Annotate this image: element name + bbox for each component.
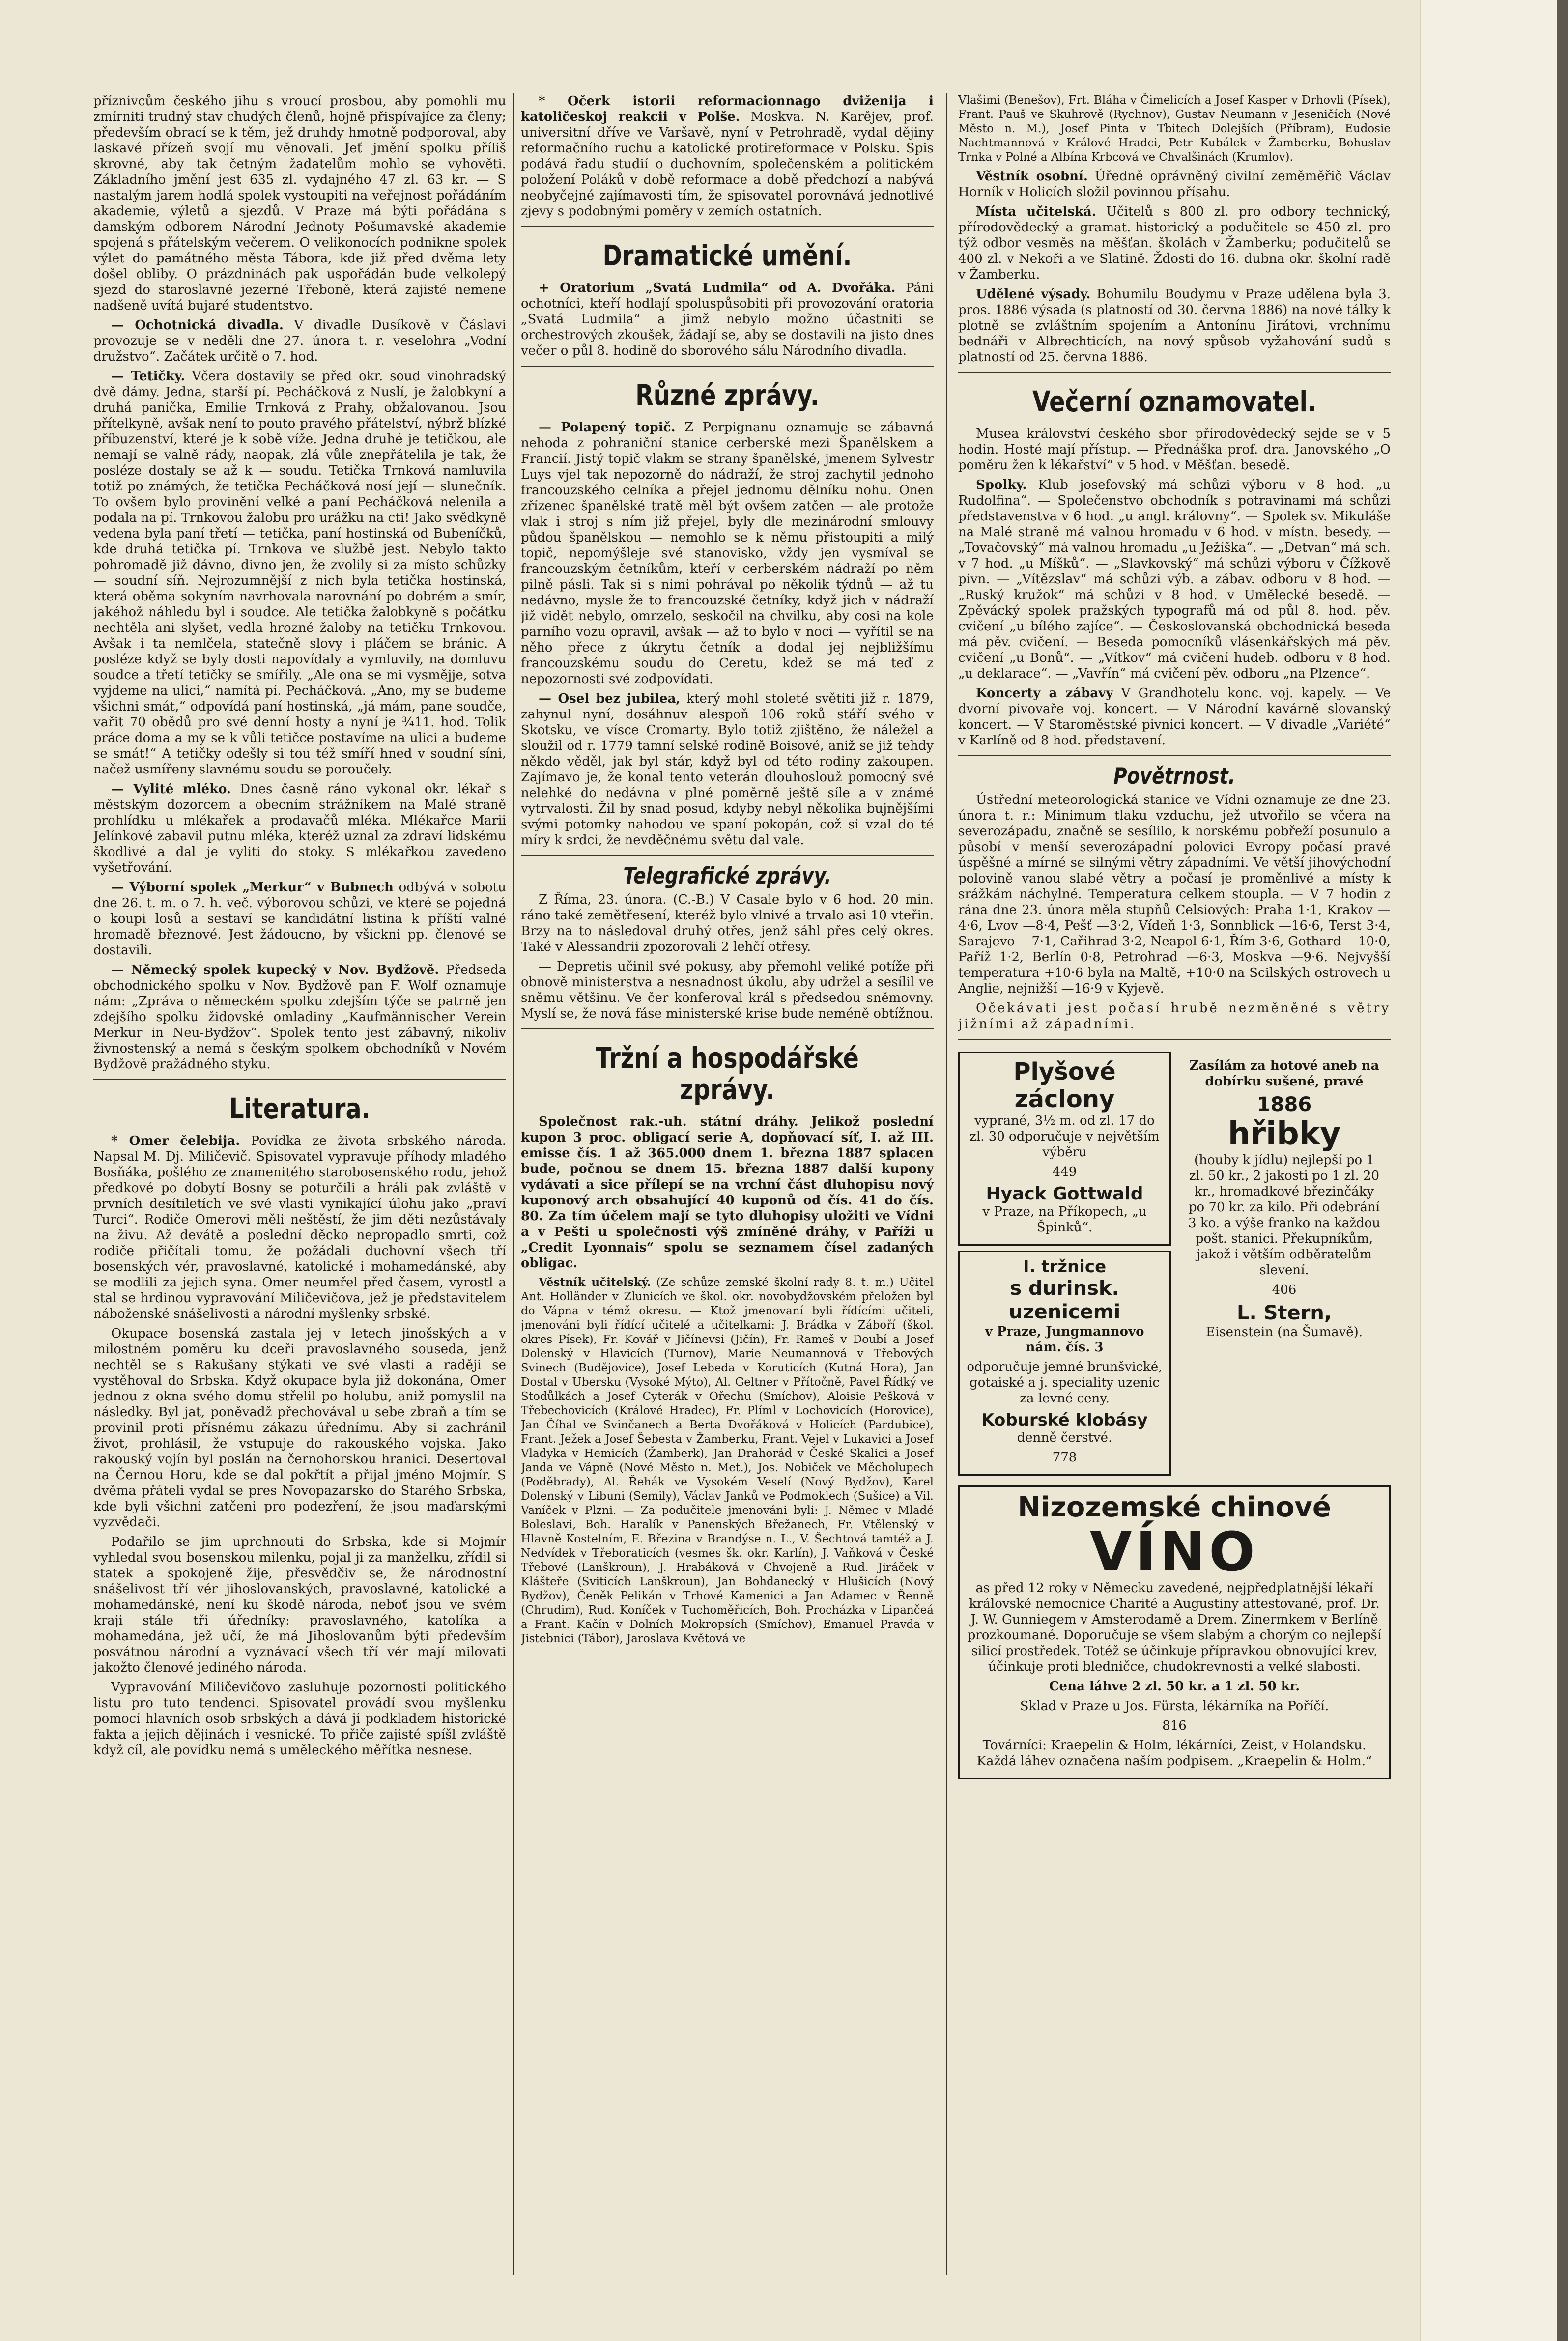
article-paragraph (93, 317, 506, 365)
article-text: V divadle Dusíkově v Čáslavi provozuje se v neděli dne 27. února t. r. veselohra „Vodní družstvo“. Začátek určitě o 7. hod. (93, 318, 506, 364)
ad-text: Továrníci: Kraepelin & Holm, lékárníci, Zeist, v Holandsku. Každá láhev označena naším podpisem. „Kraepelin & Holm.“ (976, 1738, 1372, 1769)
article-heading: * Očerk istorii reformacionnago dviženija i katoličeskoj reakcii v Polše. (521, 94, 934, 124)
section-title-dramaticke-umeni: Dramatické umění. (602, 239, 852, 272)
article-heading: Věstník osobní. (976, 169, 1088, 184)
article-paragraph: Okupace bosenská zastala jej v letech jinošských a v milostném poměru ku dceři pravoslavného souseda, jenž nechtěl se s Rakušany stýkati ve své vlasti a raději se vystěhoval do Srbska. Když okupace byla již dokonána, Omer jednou z okna svého domu střelil po holubu, aniž pomyslil na následky. Byl jat, poněvadž přechovával u sebe zbraň a tím se provinil proti přísnému zákazu úřednímu. Aby si zachránil život, prohlásil, že vstupuje do rakouského vojska. Jako rakouský vojín byl poslán na černohorskou hranici. Desertoval na Černou Horu, kde se dal pokřtít a přijal jméno Mojmír. S dvěma přáteli vydal se pres Novopazarsko do Starého Srbska, kde byli všichni zatčeni pro podezření, že jsou maďarskými vyzvědači. (93, 1326, 506, 1530)
ad-title: Plyšové záclony (1013, 1058, 1116, 1113)
article-text: Bohumilu Boudymu v Praze udělena byla 3. pros. 1886 výsada (s platností od 30. června 1886) na nové tálky k plotně se zvláštním spojením a Antonínu Jirátovi, vrchnímu bednáři v Albrechticích, na nový spůsob vyžahování sudů s platností od 25. června 1886. (958, 287, 1391, 365)
article-heading: Udělené výsady. (976, 287, 1091, 302)
ad-advertiser: Hyack Gottwald (986, 1184, 1143, 1204)
divider (958, 755, 1391, 756)
ad-address: v Praze, Jungmannovo nám. čís. 3 (985, 1324, 1144, 1355)
article-paragraph: Podařilo se jim uprchnouti do Srbska, kde si Mojmír vyhledal svou bosenskou milenku, pojal ji za manželku, zřídil si statek a spokojeně žije, přesvědčiv se, že národnostní snášelivost tří vér jihoslovanských, pravoslavné, katolické a mohamedánské, není ku škodě národa, neboť jsou ve svém kraji stále tři úředníky: pravoslavného, katolíka a mohamedána, jež učí, že má Jihoslovanům býti především posvátnou národní a vyznávací všech tří vér mají milovati jakožto členové jediného národa. (93, 1535, 506, 1675)
article-paragraph: Z Říma, 23. února. (C.-B.) V Casale bylo v 6 hod. 20 min. ráno také zemětřesení, kteréž bylo vlnivé a trvalo asi 10 vteřin. Brzy na to následoval druhý otřes, jenž sáhl přes celý okres. Také v Alessandrii zpozorovali 2 lehčí otřesy. (521, 892, 934, 954)
divider (521, 855, 934, 856)
article-paragraph (521, 93, 934, 219)
article-heading: — Osel bez jubilea, (539, 691, 681, 706)
article-heading: Věstník učitelský. (539, 1276, 651, 1289)
article-paragraph (958, 477, 1391, 682)
divider (521, 226, 934, 227)
article-heading: Společnost rak.-uh. státní dráhy. (539, 1114, 798, 1129)
divider (521, 366, 934, 367)
ad-text: denně čerstvé. (1017, 1430, 1112, 1445)
article-text: Páni ochotníci, kteří hodlají spoluspůsobiti při provozování oratoria „Svatá Ludmila“ a jimž nebylo možno účastniti se orchestrových zkoušek, žádají se, aby se dostavili na jisto dnes večer o půl 8. hodině do sborového sálu Národního divadla. (521, 281, 934, 358)
article-text: Klub josefovský má schůzi výboru v 8 hod. „u Rudolfina“. — Společenstvo obchodník s potravinami má schůzi představenstva v 6 hod. „u angl. královny“. — Spolek sv. Mikuláše na Malé straně má valnou hromadu v 6 hod. v místn. besedy. — „Tovačovský“ má valnou hromadu „u Ježíška“. — „Detvan“ má sch. v 7 hod. „u Míšků“. — „Slavkovský“ má schůzi výboru v Čížkově pivn. — „Vítězslav“ má schůzi výb. a zábav. odboru v 8 hod. — „Ruský kružok“ má schůzi v 8 hod. v Umělecké besedě. — Zpěvácký spolek pražských typografů má od půl 8. hod. pěv. cvičení „u bílého zajíce“. — Českoslovanská obchodnická beseda má pěv. cvičení. — Beseda pomocníků vlásenkářských má pěv. cvičení „u Bonů“. — „Vítkov“ má cvičení hudeb. odboru v 8 hod. „u deklarace“. — „Vavřín“ má cvičení pěv. odboru „na Plzence“. (958, 478, 1391, 681)
ad-column-left (958, 1047, 1171, 1481)
column-3 (958, 93, 1391, 2285)
article-heading: Spolky. (976, 478, 1027, 492)
ad-number: 816 (1162, 1718, 1187, 1733)
column-1 (93, 93, 506, 2285)
ad-advertiser: L. Stern, (1236, 1302, 1332, 1324)
page-margin (1420, 0, 1568, 2341)
article-paragraph (958, 204, 1391, 283)
column-2 (521, 93, 934, 2285)
article-paragraph: příznivcům českého jihu s vroucí prosbou, aby pomohli mu zmírniti trudný stav chudých členů, hojně přispívajíce za členy; především obrací se k těm, jež druhdy hmotně podporoval, aby laskavé přízeň svojí mu věnovali. Jeť jmění spolku příliš skrovné, aby tak četným žadatelům mohlo se vyhověti. Základního jmění jest 635 zl. vydajného 47 zl. 63 kr. — S nastalým jarem hodlá spolek vystoupiti na veřejnost pořádáním akademie, výletů a sjezdů. V Praze má býti pořádána s damským odborem Národní Jednoty Pošumavské akademie spojená s přátelským večerem. O velikonocích podnikne spolek výlet do památného města Tábora, kde již před dvěma lety došel obliby. O prázdninách pak uspořádán bude velkolepý sjezd do staroslavné jezerné Třeboně, která zajisté nemene nadšeně uvítá bujaré studentstvo. (93, 94, 506, 313)
divider (521, 1028, 934, 1029)
ad-big-word: VÍNO (1090, 1520, 1259, 1583)
ad-hribky (1178, 1052, 1391, 1350)
article-heading: Místa učitelská. (976, 204, 1096, 219)
article-text: V Grandhotelu konc. voj. kapely. — Ve dvorní pivovaře voj. koncert. — V Národní kavárně slovanský koncert. — V Staroměstské pivnici koncert. — V divadle „Variété“ v Karlíně od 8 hod. představení. (958, 686, 1391, 748)
ad-text: vyprané, 3½ m. od zl. 17 do zl. 30 odporučuje v největším výběru (969, 1113, 1160, 1160)
article-paragraph (958, 685, 1391, 748)
ad-title: hřibky (1227, 1116, 1341, 1152)
article-paragraph (93, 369, 506, 777)
column-rule (946, 93, 947, 2275)
article-paragraph (93, 1133, 506, 1322)
scan-edge (1557, 0, 1568, 2341)
article-heading: — Ochotnická divadla. (111, 318, 284, 333)
article-text: odbývá v sobotu dne 26. t. m. o 7. h. več. výborovou schůzi, ve které se pojedná o koupi losů a sestaví se kandidátní listina k příští valné hromadě březnové. Jest žádoucno, by všickni pp. členové se dostavili. (93, 880, 506, 958)
ad-uzenice (958, 1251, 1171, 1476)
article-heading: — Polapený topič. (539, 420, 676, 435)
ad-text: as před 12 roky v Německu zavedené, nejpředplatnější lékaří královské nemocnice Charité a Augustiny attestované, prof. Dr. J. W. Gunniegem v Amsterodamě a Drem. Zinermkem v Berlíně prozkoumané. Doporučuje se všem slabým a chorým co nejlepší silicí prostředek. Totéž se účinkuje přípravkou obnovující krev, účinkuje proti bledničce, chudokrevnosti a velké slabosti. (967, 1581, 1382, 1674)
article-paragraph: Ústřední meteorologická stanice ve Vídni oznamuje ze dne 23. února t. r.: Minimum tlaku vzduchu, jež utvořilo se včera na severozápadu, značně se sesílilo, k norskému pobřeží posunulo a působí v menší severozápadní polovici Evropy počasí pravé úspěšné a mírné se silnými větry západními. Ve větší jihovýchodní polovině vanou slabé větry a počasí je proměnlivé a místy k srážkám náchylné. Temperatura celkem stoupla. — V 7 hodin z rána dne 23. února měla stupňů Celsiových: Praha 1·1, Krakov —4·6, Lvov —8·4, Pešť —3·2, Vídeň 1·3, Sonnblick —16·6, Terst 3·4, Sarajevo —7·1, Cařihrad 3·2, Neapol 6·1, Řím 3·6, Gothard —10·0, Paříž 1·2, Berlín 0·8, Petrohrad —6·3, Moskva —9·6. Nejvyšší temperatura +10·6 byla na Maltě, +10·0 na Scilských ostrovech u Anglie, nejnižší —16·9 v Kyjevě. (958, 793, 1391, 996)
article-paragraph (93, 962, 506, 1072)
ad-text: odporučuje jemné brunšvické, gotaiské a j. speciality uzenic za levné ceny. (967, 1360, 1163, 1406)
section-title-ruzne-zpravy: Různé zprávy. (635, 378, 819, 412)
article-text: Moskva. N. Karějev, prof. universitní dříve ve Varšavě, nyní v Petrohradě, vydal dějiny reformačního ruchu a katolické protireformace v Polsku. Spis podává řadu studií o duchovním, společenském a politickém položení Poláků v době reformace a době předchozí a nabývá neobyčejné zajímavosti tím, že spisovatel porovnává jednotlivé zjevy s podobnými poměry v zemích ostatních. (521, 110, 934, 219)
ad-number: 778 (1052, 1450, 1077, 1465)
ad-year: 1886 (1256, 1093, 1312, 1116)
column-rule (513, 93, 514, 2275)
article-text: Z Perpignanu oznamuje se zábavná nehoda z pohraniční stanice cerberské mezi Španělskem a Francií. Jistý topič vlakm se strany španělské, jmenem Sylvestr Luys vjel tak nepozorně do nádraží, že stroj zachytil jednoho francouzského celníka a přejel jednomu dělníku nohu. Onen zřízenec španělské tratě měl být ovšem zatčen — ale protože vlak i stroj s ním již přejel, byly dle mezinárodní smlouvy půdou španělskou — nemohlo se k němu přistoupiti a milý topič, nepomýšleje své stanovisko, vždy jen vysmíval se francouzským četníkům, kteří v cerberském nádraží po něm pilně pásli. Tak si s nimi pohrával po několik týdnů — až tu nedávno, mysle že to francouzské četníky, když jich v nádraží již vidět nebylo, omrzelo, seskočil na chvilku, aby cosi na kole parního vozu opravil, avšak — až to bylo v noci — vyřítil se na něho přece z úkrytu četník a dodal jej nejbližšímu francouzskému soudu do Ceretu, kdež se má teď z nepozornosti své zodpovídati. (521, 420, 934, 686)
article-text: Jelikož poslední kupon 3 proc. obligací serie A, dopňovací síť, I. až III. emisse čís. 1 až 365.000 dnem 1. března 1887 splacen bude, počnou se dnem 15. března 1887 další kupony vydávati a sice přílepí se na vrchní část dluhopisu nový kuponový arch obsahující 40 kuponů od čís. 41 do čís. 80. Za tím účelem mají se tyto dluhopisy uložiti ve Vídni a v Pešti u společnosti výš zmíněné dráhy, v Paříži u „Credit Lyonnais“ spolu se seznamem čísel zadaných obligac. (521, 1114, 934, 1271)
ad-address: Sklad v Praze u Jos. Fürsta, lékárníka na Poříčí. (1020, 1699, 1329, 1713)
article-heading: — Německý spolek kupecký v Nov. Bydžově. (111, 963, 439, 977)
article-heading: — Výborní spolek „Merkur“ v Bubnech (111, 880, 394, 895)
article-text: Předseda obchodnického spolku v Nov. Bydžově pan F. Wolf oznamuje nám: „Zpráva o německém spolku zdejším týče se patrně jen zdejšího spolku židovské omladiny „Kaufmännischer Verein Merkur in Neu-Bydžov“. Spolek tento jest zábavný, nikoliv živnostenský a nemá s českým spolkem obchodníků v Novém Bydžově pražádného styku. (93, 963, 506, 1072)
article-paragraph (93, 880, 506, 958)
ad-text: (houby k jídlu) nejlepší po 1 zl. 50 kr., 2 jakosti po 1 zl. 20 kr., hromadkové březinčáky po 70 kr. za kilo. Při odebrání 3 ko. a výše franko na každou pošt. stanici. Překupníkům, jakož i větším odběratelům slevení. (1188, 1153, 1380, 1278)
article-paragraph (521, 691, 934, 848)
article-paragraph (521, 280, 934, 359)
ad-title: Nizozemské chinové (1018, 1491, 1331, 1523)
ad-plysove-zaclony (958, 1052, 1171, 1246)
article-paragraph: Musea království českého sbor přírodovědecký sejde se v 5 hodin. Hosté mají přístup. — Přednáška prof. dra. Janovského „O poměru žen k lékařství“ v 5 hod. v Měšťan. besedě. (958, 427, 1391, 473)
article-paragraph: Vlašimi (Benešov), Frt. Bláha v Čimelicích a Josef Kasper v Drhovli (Písek), Frant. Pauš ve Skuhrově (Rychnov), Gustav Neumann v Jeseničích (Nové Město n. M.), Josef Pinta v Tbitech Dolejších (Příbram), Eudosie Nachtmannová v Králové Hradci, Petr Kubálek v Žamberku, Bohuslav Trnka v Polné a Albína Krbcová ve Chvalšinách (Krumlov). (958, 94, 1391, 164)
article-heading: Koncerty a zábavy (976, 686, 1113, 701)
ad-title: s durinsk. uzenicemi (1008, 1277, 1121, 1323)
ad-address: Eisenstein (na Šumavě). (1205, 1325, 1363, 1340)
article-heading: — Tetičky. (111, 369, 185, 384)
section-title-trzni-zpravy: Tržní a hospodářské zprávy. (596, 1041, 859, 1106)
ad-chinove-vino (958, 1485, 1391, 1779)
section-title-telegraficke-zpravy: Telegrafické zprávy. (623, 862, 831, 889)
article-paragraph: Vypravování Miličevičovo zasluhuje pozornosti politického listu pro tuto tendenci. Spisovatel provádí svou myšlenku pomocí hlavních osob srbských a dává jí podkladem historické fakta a jejich dějinách i vesnické. To přiče zajisté spíšl zvláště když cíl, ale povídku nemá s uměleckého měřítka nesnese. (93, 1680, 506, 1758)
divider (93, 1079, 506, 1080)
article-text: Úředně oprávněný civilní zeměměřič Václav Horník v Holicích složil povinnou přísahu. (958, 169, 1391, 200)
article-text: Povídka ze života srbského národa. Napsal M. Dj. Miličevič. Spisovatel vypravuje příhody mladého Bosňáka, pošlého ze znamenitého starobosenského rodu, jehož předkové po dobytí Bosny se poturčili a hráli pak zvláště v prvních desítiletích ve své vlasti vynikající úlohu jako „praví Turci“. Rodiče Omerovi měli neštěstí, že jim děti nezůstávaly na živu. Až devátě a poslední děcko nepropadlo smrti, což rodiče přičítali tomu, že požádali duchovní všech tří bosenských vér, pravoslavné, katolické i mohamedánské, aby se modlili za jejich syna. Omer neumřel před časem, vyrostl a stal se hrdinou vypravování Miličevičova, jež je představitelem náboženské snášelivosti a národní myšlenky srbské. (93, 1134, 506, 1321)
article-text: (Ze schůze zemské školní rady 8. t. m.) Učitel Ant. Holländer v Zlunicích ve škol. okr. novobydžovském přeložen byl do Vápna v témž okresu. — Ktož jmenovaní byli řídícími učiteli, jmenováni byli řídící učitelé a učitelkami: J. Brádka v Záboří (škol. okres Písek), Fr. Kovář v Jičínevsi (Jičín), Fr. Rameš v Doubí a Josef Dolenský v Hlavicích (Turnov), Marie Neumannová v Třebových Svinech (Budějovice), Josef Lebeda v Koruticích (Kutná Hora), Jan Dostal v Ubersku (Vysoké Mýto), Al. Geltner v Přítočně, Pavel Řídký ve Stodůlkách a Josef Cyterák v Ořechu (Smíchov), Aloisie Pešková v Třebechovicích (Králové Hradec), Fr. Plíml v Lochovicích (Horovice), Jan Číhal ve Svinčanech a Berta Dvořáková v Holicích (Pardubice), Frant. Ježek a Josef Šebesta v Žamberku, Frant. Vejel v Lukavici a Josef Vladyka v Hemicích (Žamberk), Jan Drahorád v České Skalici a Josef Janda ve Vápně (Nové Město n. Met.), Jos. Nobiček ve Měcholupech (Poděbrady), Al. Řehák ve Vysokém Veselí (Nový Bydžov), Karel Dolenský v Libuni (Semily), Václav Janků ve Podmoklech (Sušice) a Vil. Vaníček v Plzni. — Za podučitele jmenováni byli: J. Němec v Mladé Boleslavi, Boh. Haralík v Panenských Břežanech, Fr. Vtělenský v Hlavně Kostelním, E. Březina v Brandýse n. L., V. Šechtová tamtéž a J. Nedvídek v Třeboraticích (vesmes šk. okr. Karlín), J. Vaňková v České Třebové (Lanškroun), J. Hrabáková v Chvojeně a Rud. Jiráček v Klášteře (Sviticích Lanškroun), Jan Bohdanecký v Hlušicích (Nový Bydžov), Čeněk Pelikán v Trhové Kamenici a Jan Adamec v Řenně (Chrudim), Rud. Koníček v Tuchoměřicích, Boh. Procházka v Lipančeá a Frant. Kačín v Dolních Mokropsích (Smíchov), Emanuel Pravda v Jistebnici (Tábor), Jaroslava Květová ve (521, 1276, 934, 1645)
article-paragraph (521, 1275, 934, 1646)
ad-column-right (1178, 1047, 1391, 1481)
ad-number: 449 (1052, 1165, 1077, 1179)
section-title-literatura: Literatura. (229, 1092, 371, 1125)
article-text: Učitelů s 800 zl. pro odbory technický, přírodovědecký a gramat.-historický a podučitele se 450 zl. pro týž odbor vesměs na měšťan. školách v Žamberku; podučitelů se 400 zl. v Nekoři a ve Slatině. Ždosti do 16. dubna okr. školní radě v Žamberku. (958, 204, 1391, 282)
section-title-vecerni-oznamovatel: Večerní oznamovatel. (1032, 385, 1317, 418)
article-heading: + Oratorium „Svatá Ludmila“ od A. Dvořáka. (539, 281, 896, 295)
article-paragraph: Očekávati jest počasí hrubě nezměněné s větry jižními až západními. (958, 1001, 1391, 1031)
article-text: Dnes časně ráno vykonal okr. lékař s městským dozorcem a obecním strážníkem na Malé straně prohlídku u mlékařek a prodavačů mléka. Mlékařce Marii Jelínkové zabavil putnu mléka, kteréž uznal za zdraví lidskému škodlivé a dal je vyliti do stoky. S mlékařkou zavedeno vyšetřování. (93, 782, 506, 875)
article-paragraph (958, 286, 1391, 365)
article-paragraph (93, 781, 506, 876)
ad-price: Cena láhve 2 zl. 50 kr. a 1 zl. 50 kr. (1049, 1679, 1300, 1694)
divider (958, 372, 1391, 373)
article-paragraph: — Depretis učinil své pokusy, aby přemohl veliké potíže při obnově ministerstva a nesnadnost úkolu, aby udržel a sesílil ve sněmu většinu. Ve čer konferoval král s předsedou sněmovny. Myslí se, že nová fáse ministerské krise bude neméně obtížnou. (521, 959, 934, 1021)
ad-number: 406 (1272, 1283, 1297, 1297)
article-heading: * Omer čelebija. (111, 1134, 240, 1148)
ad-highlight: Koburské klobásy (981, 1410, 1148, 1430)
article-paragraph (521, 1114, 934, 1271)
article-paragraph (521, 420, 934, 687)
divider (958, 1039, 1391, 1040)
ad-address: v Praze, na Příkopech, „u Špinků“. (982, 1204, 1147, 1235)
article-heading: — Vylité mléko. (111, 782, 231, 797)
ad-subtitle: I. tržnice (1023, 1257, 1107, 1277)
ad-text: Zasílám za hotové aneb na dobírku sušené, pravé (1189, 1058, 1379, 1089)
article-paragraph (958, 169, 1391, 200)
article-text: který mohl stoleté světiti již r. 1879, zahynul nyní, dosáhnuv alespoň 106 roků stáří svého v Skotsku, ve vísce Cromarty. Bylo totiž zjištěno, že náležel a sloužil od r. 1779 tamní selské rodině Boisové, aniž se již tehdy někdo věděl, jak byl stár, když byl od této rodiny zakoupen. Zajímavo je, že konal tento veterán dlouhoslouž pomocný své nelehké do nedávna v plné poměrně ještě síle a v známé vytrvalosti. Žil by snad posud, kdyby nebyl několika bujnějšími svými potomky nahodou ve spaní pokopán, což si vzal do té míry k srdci, že nevděčnému světu dal vale. (521, 691, 934, 848)
section-title-povetrnost: Povětrnost. (1113, 763, 1235, 789)
ad-row (958, 1047, 1391, 1481)
article-text: Včera dostavily se před okr. soud vinohradský dvě dámy. Jedna, starší pí. Pecháčková z Nuslí, je žalobkyní a druhá panička, Emilie Trnková z Prahy, obžalovanou. Jsou přítelkyně, avšak není to pouto pravého přátelství, nýbrž blízké příbuzenství, které je k sobě víže. Jedna druhé je tetičkou, ale nemají se valně rády, naopak, zlá vůle znepřátelila je tak, že posléze dostaly se až k — soudu. Tetička Trnková namluvila totiž po známých, že tetička Pecháčková nosí její — slunečník. To ovšem bylo provinění velké a paní Pecháčková nelenila a podala na pí. Trnkovou žalobu pro urážku na cti! Jako svědkyně vedena byla paní třetí — tetička, paní hostinská od Bubeníčků, kde druhá tetička pí. Trnkova ve službě jest. Nebylo takto pohromadě již dávno, divno jen, že zvolily si za místo schůzky — soudní síň. Nejrozumnější z nich byla tetička hostinská, která oběma sokyním navrhovala narovnání po dobrém a smír, jakéhož náhledu byl i soudce. Ale tetička žalobkyně s počátku nechtěla ani slyšet, vedla hrozné žaloby na tetičku Trnkovou. Avšak i ta nemlčela, statečně slovy i pláčem se bránic. A posléze když se byly dosti napovídaly a vymluvily, na domluvu soudce a třetí tetičky se smířily. „Ale ona se mi vysmějje, sotva vyjdeme na ulici,“ namítá pí. Pecháčková. „Ano, my se budeme všichni smát,“ odpovídá paní hostinská, „já mám, pane soudče, vařit 70 obědů pro své denní hosty a nyní je ¾11. hod. Tolik práce doma a my se k vůli tetičce postavíme na ulici a budeme se smát!“ A tetičky odešly si tou též smíří hned v soudní síni, načež usmířeny slavnému soudu se poroučely. (93, 369, 506, 777)
